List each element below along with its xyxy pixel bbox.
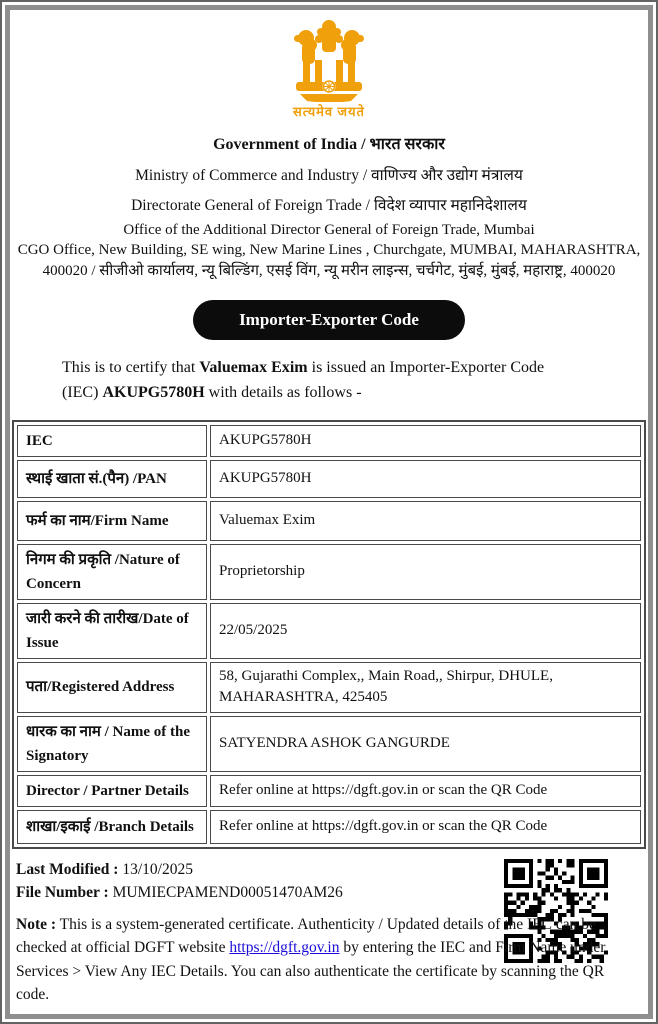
table-row xyxy=(17,775,641,807)
row-label: पता/Registered Address xyxy=(17,662,207,714)
row-value: Refer online at https://dgft.gov.in or scan the QR Code xyxy=(210,775,641,807)
row-value: AKUPG5780H xyxy=(210,460,641,498)
certificate-frame xyxy=(5,5,653,1019)
row-value: Refer online at https://dgft.gov.in or scan the QR Code xyxy=(210,810,641,844)
note-text-before-link: This is a system-generated certificate. Authenticity / Updated details of the IEC can be checked at official DGFT website xyxy=(16,916,596,957)
row-label: शाखा/इकाई /Branch Details xyxy=(17,810,207,844)
note-label: Note : xyxy=(16,916,57,933)
emblem-block xyxy=(10,10,648,120)
header-ministry: Ministry of Commerce and Industry / वाणिज्य और उद्योग मंत्रालय xyxy=(135,167,523,184)
file-number-value: MUMIECPAMEND00051470AM26 xyxy=(108,883,343,901)
row-label: फर्म का नाम/Firm Name xyxy=(17,501,207,541)
last-modified-label: Last Modified : xyxy=(16,861,119,879)
row-value: AKUPG5780H xyxy=(210,425,641,457)
table-row xyxy=(17,810,641,844)
header-directorate: Directorate General of Foreign Trade / विदेश व्यापार महानिदेशालय xyxy=(131,197,527,214)
row-value: 22/05/2025 xyxy=(210,603,641,659)
row-value: Proprietorship xyxy=(210,544,641,600)
table-row xyxy=(17,544,641,600)
dgft-website-link[interactable]: https://dgft.gov.in xyxy=(229,939,340,957)
header-office-address: CGO Office, New Building, SE wing, New Marine Lines , Churchgate, MUMBAI, MAHARASHTRA, 400020 / सीजीओ कार्यालय, न्यू बिल्डिंग, एसई विंग, न्यू मरीन लाइन्स, चर्चगेट, मुंबई, मुंबई, महाराष्ट्र, 400020 xyxy=(17,242,641,279)
table-row xyxy=(17,501,641,541)
last-modified-value: 13/10/2025 xyxy=(118,861,193,879)
certify-suffix: with details as follows - xyxy=(204,383,362,401)
iec-code: AKUPG5780H xyxy=(102,383,205,401)
file-number-label: File Number : xyxy=(16,883,109,901)
table-row xyxy=(17,603,641,659)
row-label: स्थाई खाता सं.(पैन) /PAN xyxy=(17,460,207,498)
file-meta xyxy=(16,859,343,904)
header-government: Government of India / भारत सरकार xyxy=(213,136,445,153)
table-row xyxy=(17,460,641,498)
certify-prefix: This is to certify that xyxy=(62,359,200,376)
firm-name: Valuemax Exim xyxy=(199,359,308,376)
row-value: SATYENDRA ASHOK GANGURDE xyxy=(210,716,641,772)
row-label: धारक का नाम / Name of the Signatory xyxy=(17,716,207,772)
table-row xyxy=(17,716,641,772)
row-value: 58, Gujarathi Complex,, Main Road,, Shirpur, DHULE, MAHARASHTRA, 425405 xyxy=(210,662,641,714)
certify-middle: is issued an Importer-Exporter Code (IEC) xyxy=(62,359,545,401)
last-modified-line xyxy=(16,859,343,881)
table-row xyxy=(17,662,641,714)
file-number-line xyxy=(16,882,343,904)
row-value: Valuemax Exim xyxy=(210,501,641,541)
row-label: निगम की प्रकृति /Nature of Concern xyxy=(17,544,207,600)
certify-paragraph xyxy=(62,356,578,406)
note-paragraph xyxy=(16,913,640,1006)
certificate-title-banner: Importer-Exporter Code xyxy=(193,300,465,340)
national-emblem-icon xyxy=(291,18,367,102)
row-label: जारी करने की तारीख/Date of Issue xyxy=(17,603,207,659)
row-label: IEC xyxy=(17,425,207,457)
note-text-after-link: by entering the IEC and Firm Name under Services > View Any IEC Details. You can also authenticate the certificate by scanning the QR code. xyxy=(16,939,606,1003)
details-table xyxy=(12,420,646,850)
emblem-motto: सत्यमेव जयते xyxy=(293,104,365,119)
table-row xyxy=(17,425,641,457)
row-label: Director / Partner Details xyxy=(17,775,207,807)
header-office: Office of the Additional Director General of Foreign Trade, Mumbai xyxy=(123,222,535,238)
